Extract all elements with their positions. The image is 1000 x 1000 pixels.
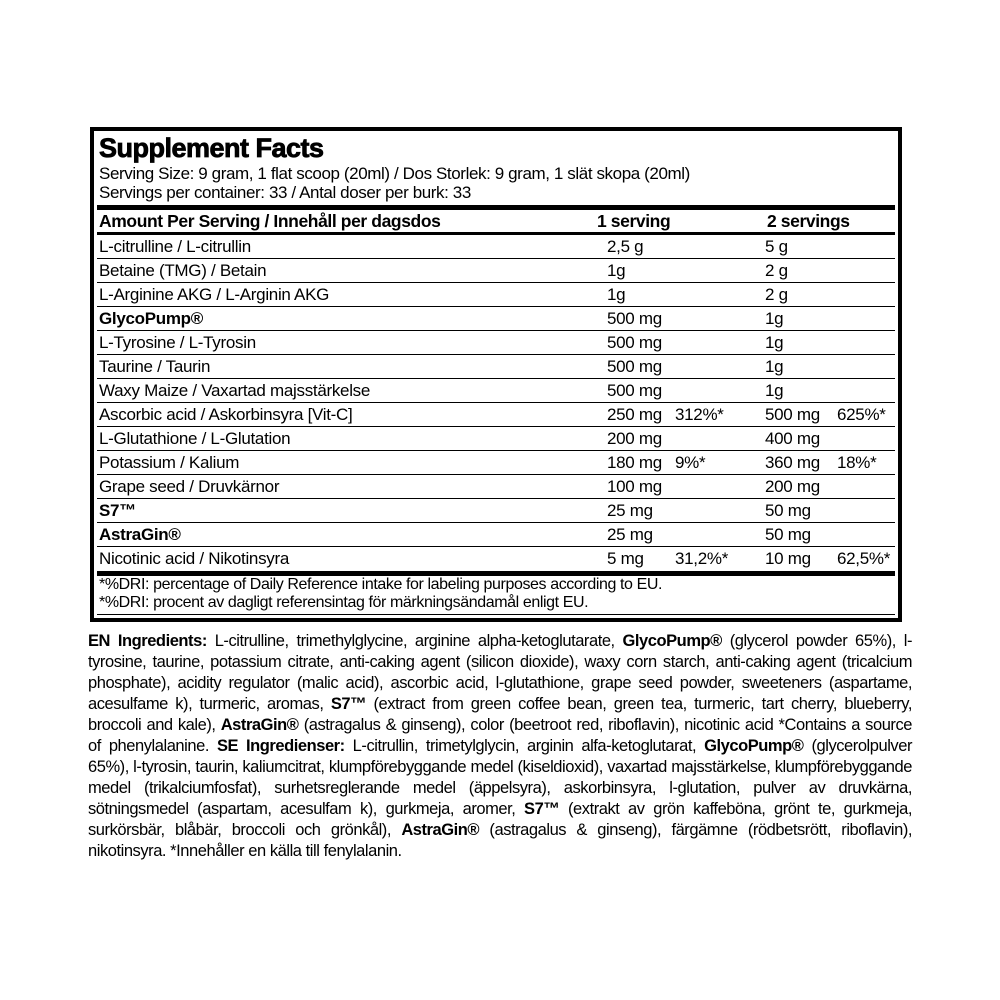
amount-2-servings: 2 g	[765, 260, 788, 280]
nutrient-name: Waxy Maize / Vaxartad majsstärkelse	[99, 380, 371, 400]
ingredients-bold-segment: AstraGin®	[401, 821, 480, 839]
amount-2-servings: 1g	[765, 308, 784, 328]
table-row	[97, 403, 895, 427]
amount-2-servings: 10 mg	[765, 549, 811, 568]
ingredients-text-segment: L-citrulline, trimethylglycine, arginine alpha-ketoglutarate,	[214, 632, 623, 650]
nutrient-name: S7™	[99, 500, 136, 520]
amount-2-servings: 2 g	[765, 284, 788, 304]
nutrient-name: GlycoPump®	[99, 308, 203, 328]
nutrient-name: Betaine (TMG) / Betain	[99, 260, 267, 280]
ingredients-text-segment: (extract from green coffee bean, green tea, turmeric, tart cherry, blueberry, broccoli and kale),	[88, 695, 913, 734]
amount-1-serving: 100 mg	[607, 476, 662, 496]
dri-pct-1-serving: 31,2%*	[675, 549, 729, 568]
footnote-en: *%DRI: percentage of Daily Reference intake for labeling purposes according to EU.	[99, 576, 663, 593]
amount-1-serving: 200 mg	[607, 428, 662, 448]
panel-title: Supplement Facts	[99, 133, 324, 163]
nutrient-name: AstraGin®	[99, 524, 181, 544]
nutrient-table-body	[97, 235, 895, 571]
table-row	[97, 283, 895, 307]
amount-1-serving: 500 mg	[607, 308, 662, 328]
nutrient-name: Taurine / Taurin	[99, 356, 211, 376]
amount-2-servings: 500 mg	[765, 404, 820, 424]
ingredients-bold-segment: S7™	[330, 695, 367, 713]
header-amount-per-serving: Amount Per Serving / Innehåll per dagsdos	[99, 210, 441, 231]
table-row	[97, 235, 895, 259]
divider-thin-bottom	[97, 614, 895, 615]
table-row	[97, 379, 895, 403]
table-row	[97, 475, 895, 499]
amount-2-servings: 400 mg	[765, 428, 820, 448]
amount-2-servings: 1g	[765, 332, 784, 352]
amount-1-serving: 500 mg	[607, 380, 662, 400]
servings-per-container-line: Servings per container: 33 / Antal doser per burk: 33	[99, 183, 471, 202]
amount-1-serving: 250 mg	[607, 404, 662, 424]
table-row	[97, 427, 895, 451]
amount-1-serving: 1g	[607, 284, 626, 304]
header-2-servings: 2 servings	[767, 210, 850, 231]
ingredients-bold-segment: AstraGin®	[220, 716, 299, 734]
table-row	[97, 307, 895, 331]
dri-pct-1-serving: 9%*	[675, 452, 706, 472]
amount-1-serving: 500 mg	[607, 356, 662, 376]
table-row	[97, 331, 895, 355]
ingredients-text-segment: (extrakt av grön kaffeböna, grönt te, gurkmeja, surkörsbär, blåbär, broccoli och grönkål),	[88, 800, 912, 839]
ingredients-text-segment: (astragalus & ginseng), färgämne (rödbetsrött, riboflavin), nikotinsyra. *Innehåller en källa till fenylalanin.	[88, 821, 912, 860]
table-row	[97, 547, 895, 571]
amount-2-servings: 360 mg	[765, 452, 820, 472]
amount-2-servings: 50 mg	[765, 500, 811, 520]
amount-1-serving: 25 mg	[607, 500, 653, 520]
table-header-row	[97, 210, 895, 235]
amount-1-serving: 2,5 g	[607, 236, 644, 256]
table-row	[97, 259, 895, 283]
ingredients-bold-segment: EN Ingredients:	[88, 632, 215, 650]
amount-1-serving: 1g	[607, 260, 626, 280]
dri-pct-2-servings: 625%*	[837, 404, 886, 424]
table-row	[97, 451, 895, 475]
ingredients-bold-segment: S7™	[524, 800, 560, 818]
supplement-facts-panel	[90, 127, 902, 622]
header-1-serving: 1 serving	[597, 210, 671, 231]
amount-2-servings: 50 mg	[765, 524, 811, 544]
ingredients-bold-segment: SE Ingredienser:	[216, 737, 353, 755]
ingredients-text-segment: L-citrullin, trimetylglycin, arginin alfa-ketoglutarat,	[352, 737, 705, 755]
nutrient-name: Ascorbic acid / Askorbinsyra [Vit-C]	[99, 404, 353, 424]
amount-2-servings: 200 mg	[765, 476, 820, 496]
table-row	[97, 523, 895, 547]
footnote-se: *%DRI: procent av dagligt referensintag för märkningsändamål enligt EU.	[99, 594, 589, 611]
amount-2-servings: 5 g	[765, 236, 788, 256]
amount-2-servings: 1g	[765, 356, 784, 376]
dri-pct-1-serving: 312%*	[675, 404, 724, 424]
nutrient-name: Nicotinic acid / Nikotinsyra	[99, 549, 289, 568]
nutrient-name: Potassium / Kalium	[99, 452, 240, 472]
nutrient-name: L-Arginine AKG / L-Arginin AKG	[99, 284, 330, 304]
amount-1-serving: 500 mg	[607, 332, 662, 352]
ingredients-text-segment: (glycerolpulver 65%), l-tyrosin, taurin, kaliumcitrat, klumpförebyggande medel (kiseldioxid), vaxartad majsstärkelse, klumpförebyggande medel (trikalciumfosfat), surhetsreglerande medel (äppelsyra), askorbinsyra, l-glutation, pulver av druvkärna, sötningsmedel (aspartam, acesulfam k), gurkmeja, aromer,	[88, 737, 912, 818]
ingredients-bold-segment: GlycoPump®	[622, 632, 722, 650]
dri-pct-2-servings: 18%*	[837, 452, 877, 472]
ingredients-paragraph	[88, 631, 912, 862]
nutrient-name: L-Tyrosine / L-Tyrosin	[99, 332, 256, 352]
nutrient-name: L-Glutathione / L-Glutation	[99, 428, 291, 448]
amount-2-servings: 1g	[765, 380, 784, 400]
nutrient-name: L-citrulline / L-citrullin	[99, 236, 251, 256]
nutrient-name: Grape seed / Druvkärnor	[99, 476, 280, 496]
ingredients-text-segment: (glycerol powder 65%), l-tyrosine, taurine, potassium citrate, anti-caking agent (silicon dioxide), waxy corn starch, anti-caking agent (tricalcium phosphate), acidity regulator (malic acid), ascorbic acid, l-glutathione, grape seed powder, sweeteners (aspartame, acesulfame k), turmeric, aromas,	[88, 632, 912, 713]
amount-1-serving: 25 mg	[607, 524, 653, 544]
amount-1-serving: 180 mg	[607, 452, 662, 472]
table-row	[97, 355, 895, 379]
serving-size-line: Serving Size: 9 gram, 1 flat scoop (20ml) / Dos Storlek: 9 gram, 1 slät skopa (20ml)	[99, 164, 690, 183]
ingredients-bold-segment: GlycoPump®	[704, 737, 804, 755]
table-row	[97, 499, 895, 523]
ingredients-text-segment: (astragalus & ginseng), color (beetroot red, riboflavin), nicotinic acid *Contains a source of phenylalanine.	[88, 716, 912, 755]
dri-pct-2-servings: 62,5%*	[837, 549, 891, 568]
amount-1-serving: 5 mg	[607, 549, 644, 568]
